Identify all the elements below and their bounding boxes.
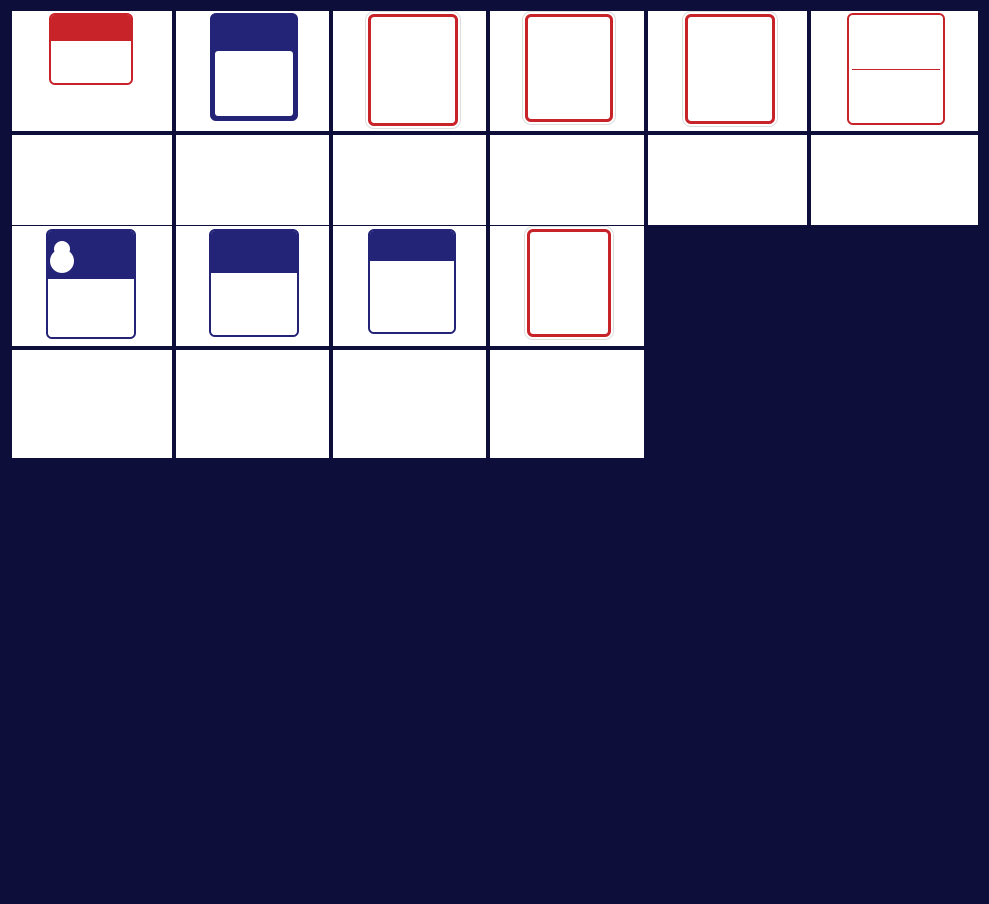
product-image-cell[interactable] bbox=[490, 226, 644, 346]
sign-image-sn-5[interactable] bbox=[847, 13, 945, 125]
product-caption-cell bbox=[648, 135, 807, 225]
sign-top-panel bbox=[51, 15, 131, 41]
sign-image-sn-2[interactable] bbox=[368, 14, 458, 126]
product-caption-cell bbox=[176, 350, 329, 458]
product-caption-cell bbox=[12, 350, 172, 458]
sign-top-panel bbox=[215, 18, 293, 51]
product-caption-cell bbox=[333, 135, 486, 225]
sign-image-sn-1[interactable] bbox=[210, 13, 298, 121]
product-caption-cell bbox=[490, 135, 644, 225]
sign-bottom-panel bbox=[370, 261, 454, 332]
product-image-cell[interactable] bbox=[490, 11, 644, 131]
sign-image-sn-4[interactable] bbox=[685, 14, 775, 124]
sign-bottom-panel bbox=[51, 41, 131, 83]
sign-bottom-panel bbox=[849, 70, 943, 124]
product-image-cell[interactable] bbox=[176, 226, 329, 346]
sign-image-sn-6[interactable] bbox=[46, 229, 136, 339]
sign-image-sn-8[interactable] bbox=[368, 229, 456, 334]
product-image-cell[interactable] bbox=[12, 11, 172, 131]
product-image-cell[interactable] bbox=[176, 11, 329, 131]
sign-image-r7-203[interactable] bbox=[49, 13, 133, 85]
sign-bottom-panel bbox=[215, 51, 293, 116]
sign-image-sn-7[interactable] bbox=[209, 229, 299, 337]
sign-top-panel bbox=[48, 231, 134, 279]
product-image-cell[interactable] bbox=[333, 226, 486, 346]
product-caption-cell bbox=[333, 350, 486, 458]
sign-bottom-panel bbox=[48, 279, 134, 337]
sign-bottom-panel bbox=[211, 273, 297, 335]
sign-top-panel bbox=[211, 231, 297, 273]
product-caption-cell bbox=[176, 135, 329, 225]
product-caption-cell bbox=[12, 135, 172, 225]
snowman-icon bbox=[54, 241, 70, 257]
product-image-cell[interactable] bbox=[333, 11, 486, 131]
product-image-cell[interactable] bbox=[12, 226, 172, 346]
sign-image-sn-3[interactable] bbox=[525, 14, 613, 122]
product-image-cell[interactable] bbox=[811, 11, 978, 131]
sign-top-panel bbox=[370, 231, 454, 261]
product-image-cell[interactable] bbox=[648, 11, 807, 131]
product-caption-cell bbox=[490, 350, 644, 458]
sign-image-sn-9[interactable] bbox=[527, 229, 611, 337]
product-caption-cell bbox=[811, 135, 978, 225]
sign-top-panel bbox=[849, 15, 943, 69]
